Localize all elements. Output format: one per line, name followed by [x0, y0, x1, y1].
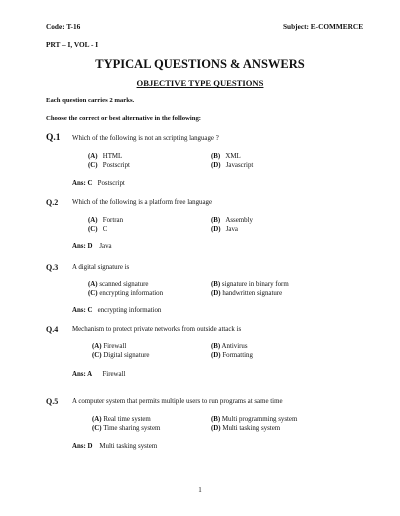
instruction-note: Choose the correct or best alternative in the following: — [46, 115, 202, 122]
option-label: (A) — [92, 343, 102, 350]
option-b — [211, 416, 297, 423]
answer-text: encrypting information — [97, 307, 162, 314]
option-label: (D) — [211, 425, 221, 432]
answer-label: Ans: C — [72, 307, 93, 314]
question-text: A digital signature is — [72, 264, 130, 271]
question-text: Which of the following is a platform free language — [72, 199, 213, 206]
answer-text: Java — [99, 243, 112, 250]
option-label: (A) — [92, 416, 102, 423]
option-b — [211, 153, 241, 160]
question-text: Which of the following is not an scripting language ? — [72, 135, 219, 142]
option-label: (D) — [211, 352, 221, 359]
answer-line — [72, 307, 161, 314]
option-text: HTML — [102, 153, 123, 160]
option-text: signature in binary form — [221, 281, 289, 288]
header-code: Code: T-16 — [46, 22, 81, 31]
option-text: scanned signature — [99, 281, 149, 288]
option-label: (B) — [211, 153, 221, 160]
option-label: (B) — [211, 343, 221, 350]
option-c — [92, 352, 149, 359]
option-label: (C) — [92, 352, 102, 359]
option-text: Fortran — [102, 217, 124, 224]
option-a — [88, 153, 122, 160]
header-part: PRT – I, VOL - I — [46, 40, 99, 49]
option-text: Formatting — [222, 352, 253, 359]
option-label: (B) — [211, 281, 221, 288]
option-text: Time sharing system — [103, 425, 161, 432]
option-label: (C) — [88, 226, 98, 233]
option-text: Assembly — [225, 217, 253, 224]
option-a — [88, 281, 149, 288]
option-label: (B) — [211, 217, 221, 224]
page-number: 1 — [198, 486, 202, 494]
option-c — [88, 226, 107, 233]
option-text: Postscript — [102, 162, 130, 169]
option-text: Multi tasking system — [222, 425, 281, 432]
option-label: (C) — [88, 162, 98, 169]
option-b — [211, 281, 289, 288]
answer-text: Postscript — [97, 180, 125, 187]
answer-label: Ans: A — [72, 371, 93, 378]
header-subject: Subject: E-COMMERCE — [283, 22, 364, 31]
option-label: (D) — [211, 162, 221, 169]
option-b — [211, 217, 253, 224]
option-label: (A) — [88, 153, 98, 160]
option-d — [211, 290, 282, 297]
page-subtitle: OBJECTIVE TYPE QUESTIONS — [136, 78, 264, 88]
option-b — [211, 343, 248, 350]
answer-label: Ans: D — [72, 243, 93, 250]
option-label: (B) — [211, 416, 221, 423]
option-text: Firewall — [103, 343, 127, 350]
option-text: C — [102, 226, 108, 233]
answer-line — [72, 180, 125, 187]
option-label: (C) — [92, 425, 102, 432]
question-number: Q.2 — [46, 198, 59, 207]
answer-text: Firewall — [102, 371, 126, 378]
option-a — [92, 416, 151, 423]
question-number: Q.5 — [46, 397, 59, 406]
answer-text: Multi tasking system — [99, 443, 158, 450]
option-a — [88, 217, 123, 224]
option-text: encrypting information — [99, 290, 164, 297]
option-a — [92, 343, 126, 350]
option-d — [211, 352, 253, 359]
question-number: Q.3 — [46, 263, 59, 272]
option-text: Digital signature — [103, 352, 150, 359]
option-text: Multi programming system — [221, 416, 298, 423]
option-d — [211, 226, 238, 233]
option-c — [88, 162, 130, 169]
option-label: (A) — [88, 281, 98, 288]
question-number: Q.4 — [46, 325, 59, 334]
option-c — [92, 425, 160, 432]
option-text: handwritten signature — [222, 290, 283, 297]
answer-label: Ans: C — [72, 180, 93, 187]
option-label: (A) — [88, 217, 98, 224]
question-text: Mechanism to protect private networks from outside attack is — [72, 326, 242, 333]
option-text: Java — [225, 226, 238, 233]
page-title: TYPICAL QUESTIONS & ANSWERS — [95, 57, 305, 71]
option-d — [211, 162, 253, 169]
option-label: (C) — [88, 290, 98, 297]
question-text: A computer system that permits multiple users to run programs at same time — [72, 398, 283, 405]
question-number: Q.1 — [46, 133, 61, 143]
option-text: XML — [225, 153, 241, 160]
option-d — [211, 425, 280, 432]
option-label: (D) — [211, 226, 221, 233]
option-c — [88, 290, 163, 297]
marks-note: Each question carries 2 marks. — [46, 97, 135, 104]
answer-label: Ans: D — [72, 443, 93, 450]
option-text: Javascript — [225, 162, 254, 169]
answer-line — [72, 243, 112, 250]
answer-line — [72, 371, 125, 378]
option-text: Real time system — [103, 416, 151, 423]
option-text: Antivirus — [221, 343, 248, 350]
answer-line — [72, 443, 157, 450]
option-label: (D) — [211, 290, 221, 297]
